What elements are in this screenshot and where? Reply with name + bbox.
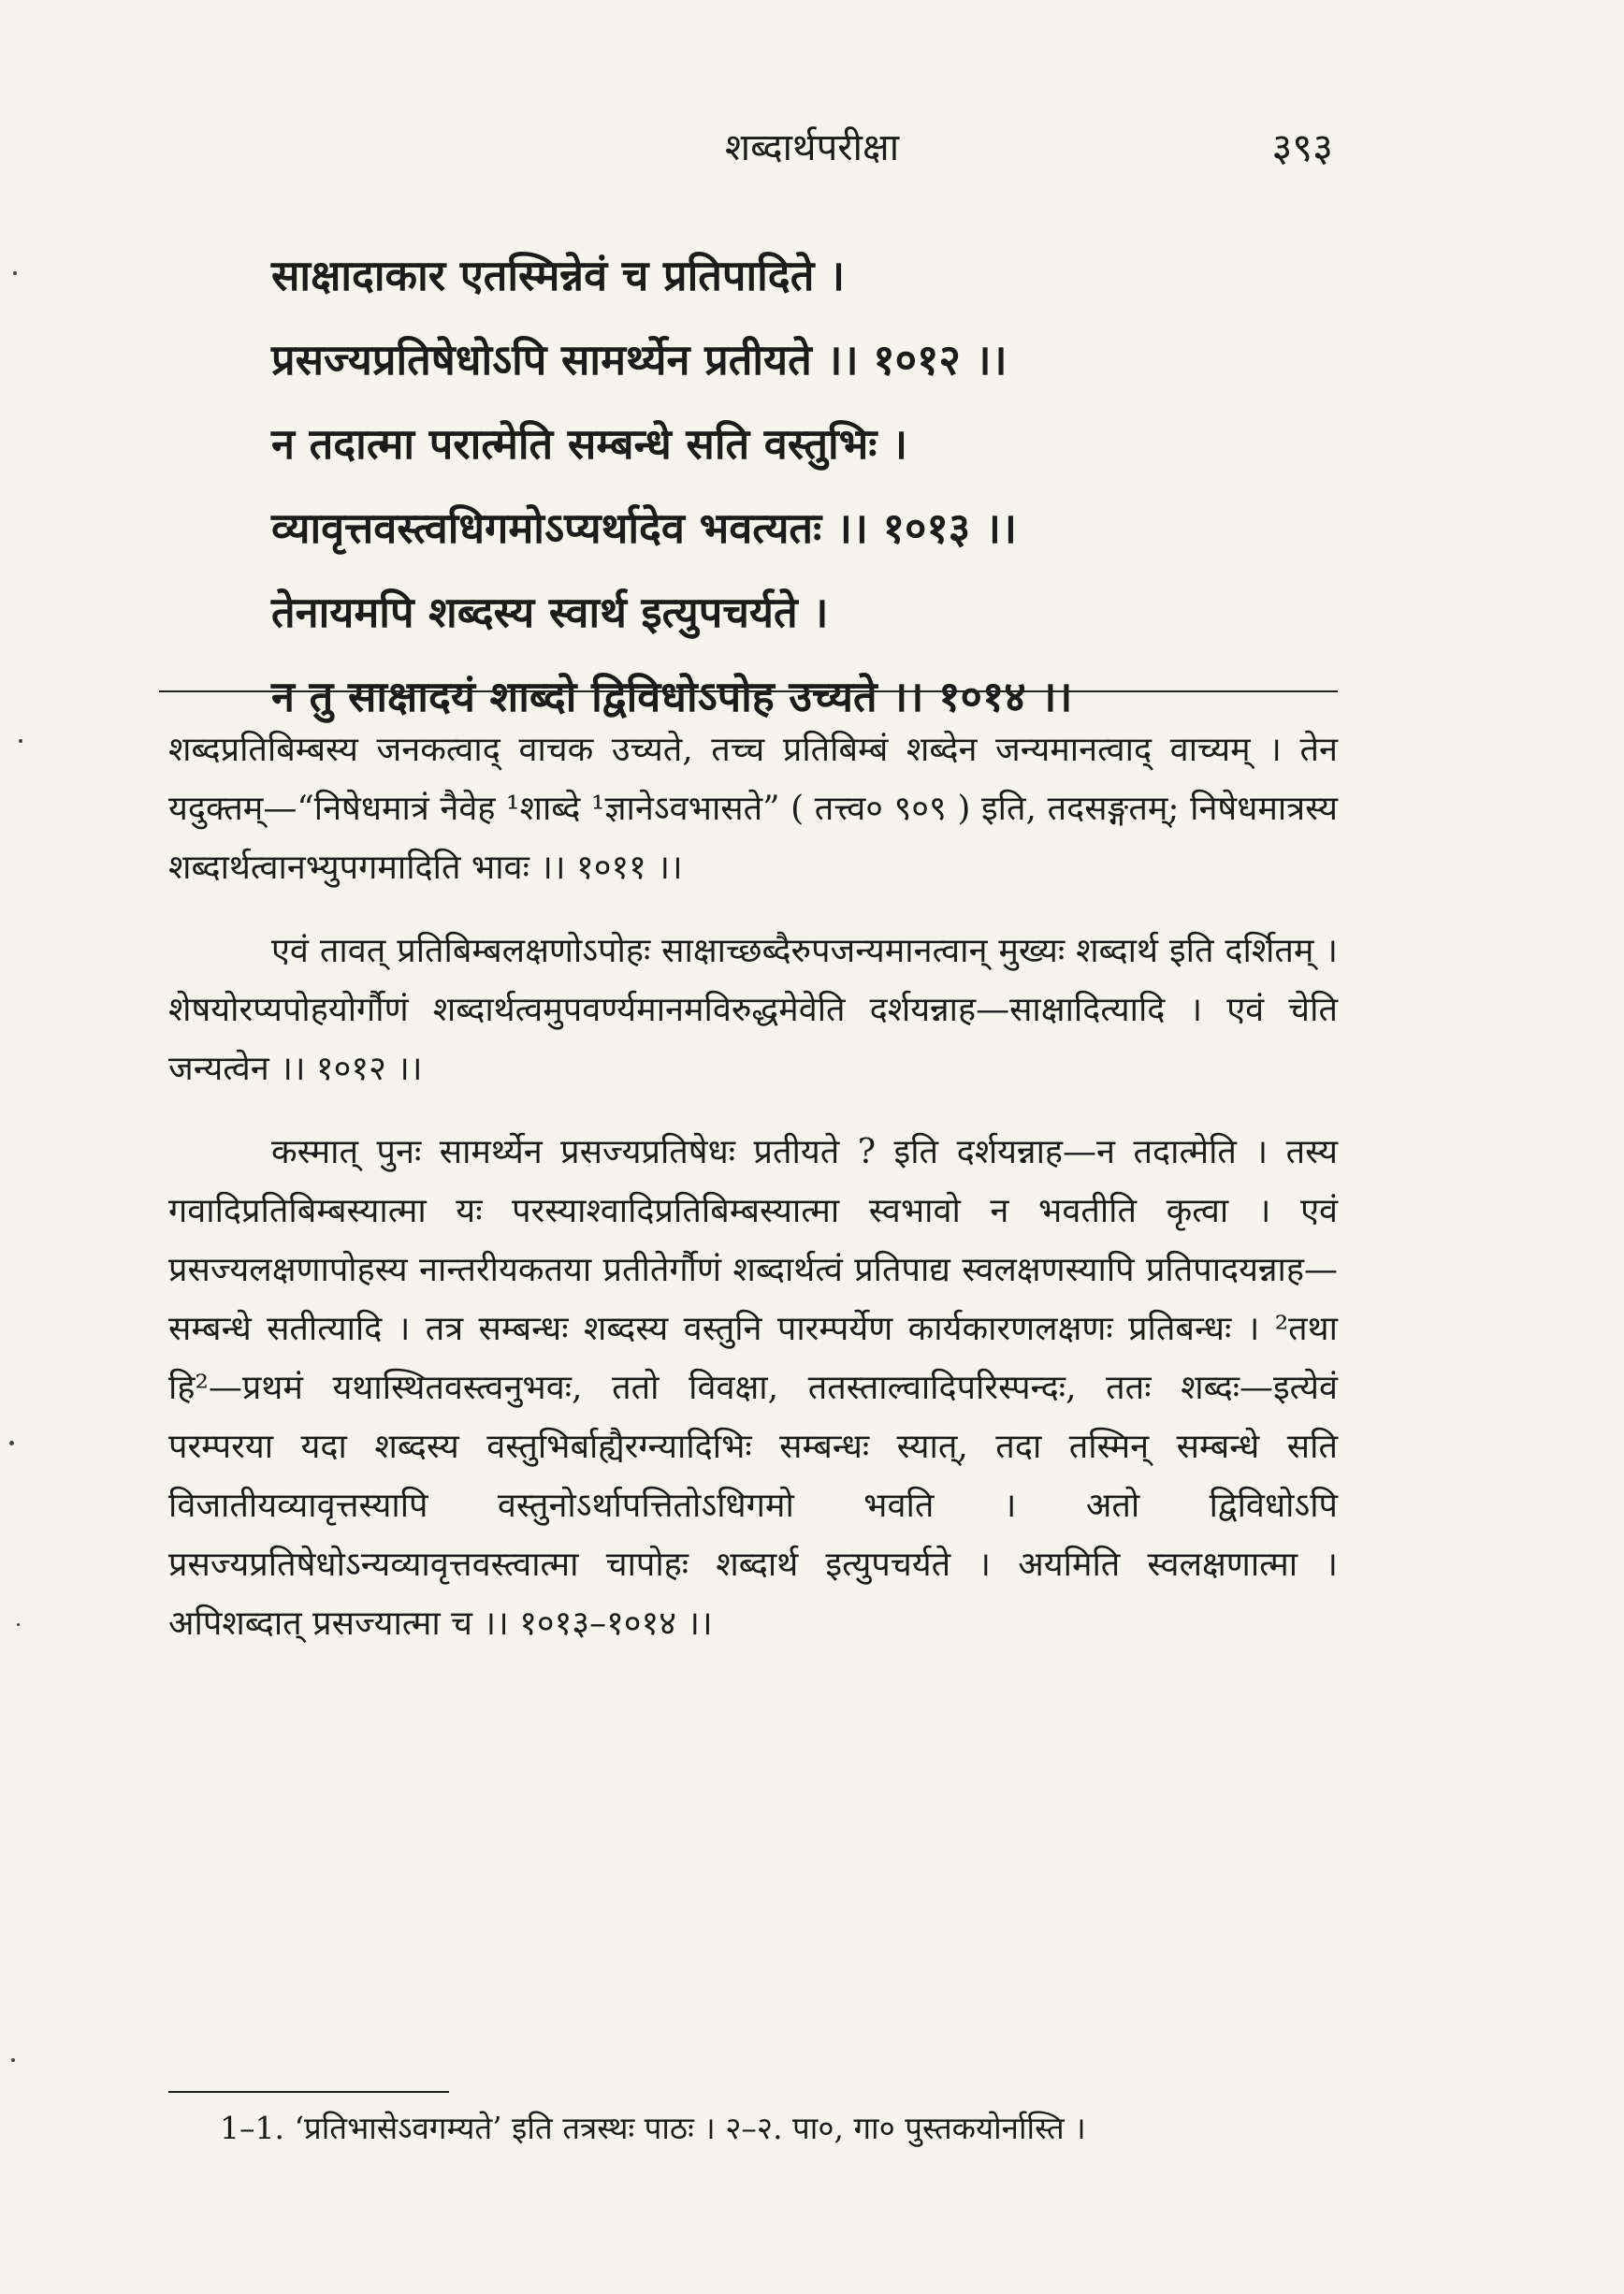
commentary-paragraph: कस्मात् पुनः सामर्थ्येन प्रसज्यप्रतिषेधः प्रतीयते ? इति दर्शयन्नाह—न तदात्मेति । तस्य गवादिप्रतिबिम्बस्यात्मा यः परस्याश्वादिप्रतिबिम्बस्यात्मा स्वभावो न भवतीति कृत्वा । एवं प्रसज्यलक्षणापोहस्य नान्तरीयकतया प्रतीतेर्गौणं शब्दार्थत्वं प्रतिपाद्य स्वलक्षणस्यापि प्रतिपादयन्नाह—सम्बन्धे सतीत्यादि । तत्र सम्बन्धः शब्दस्य वस्तुनि पारम्पर्येण कार्यकारणलक्षणः प्रतिबन्धः । ²तथा हि²—प्रथमं यथास्थितवस्त्वनुभवः, ततो विवक्षा, ततस्ताल्वादिपरिस्पन्दः, ततः शब्दः—इत्येवं परम्परया यदा शब्दस्य वस्तुभिर्बाह्यैरग्न्यादिभिः सम्बन्धः स्यात्, तदा तस्मिन् सम्बन्धे सति विजातीयव्यावृत्तस्यापि वस्तुनोऽर्थापत्तितोऽधिगमो भवति । अतो द्विविधोऽपि प्रसज्यप्रतिषेधोऽन्यव्यावृत्तवस्त्वात्मा चापोहः शब्दार्थ इत्युपचर्यते । अयमिति स्वलक्षणात्मा । अपिशब्दात् प्रसज्यात्मा च ।। १०१३–१०१४ ।। — [168, 1133, 1338, 1643]
verse-block — [271, 234, 1347, 739]
scan-speck — [17, 1623, 20, 1626]
commentary-paragraph: एवं तावत् प्रतिबिम्बलक्षणोऽपोहः साक्षाच्छब्दैरुपजन्यमानत्वान् मुख्यः शब्दार्थ इति दर्शितम् । शेषयोरप्यपोहयोर्गौणं शब्दार्थत्वमुपवर्ण्यमानमविरुद्धमेवेति दर्शयन्नाह—साक्षादित्यादि । एवं चेति जन्यत्वेन ।। १०१२ ।। — [168, 932, 1338, 1088]
commentary — [168, 720, 1338, 1677]
verse-line: प्रसज्यप्रतिषेधोऽपि सामर्थ्येन प्रतीयते ।। १०१२ ।। — [271, 335, 1008, 385]
commentary-paragraph: शब्दप्रतिबिम्बस्य जनकत्वाद् वाचक उच्यते, तच्च प्रतिबिम्बं शब्देन जन्यमानत्वाद् वाच्यम् । तेन यदुक्तम्—“निषेधमात्रं नैवेह ¹शाब्दे ¹ज्ञानेऽवभासते” ( तत्त्व० ९०९ ) इति, तदसङ्गतम्; निषेधमात्रस्य शब्दार्थत्वानभ्युपगमादिति भावः ।। १०११ ।। — [168, 731, 1338, 887]
verse-line: न तदात्मा परात्मेति सम्बन्धे सति वस्तुभिः । — [271, 419, 908, 469]
scan-speck — [13, 271, 17, 275]
footnote-divider — [168, 2091, 449, 2093]
running-head: शब्दार्थपरीक्षा — [724, 126, 900, 169]
footnote: 1–1. ‘प्रतिभासेऽवगम्यते’ इति तत्रस्थः पाठः । २–२. पा०, गा० पुस्तकयोर्नास्ति । — [220, 2110, 1086, 2146]
verse-divider — [159, 690, 1338, 692]
scan-speck — [11, 2058, 15, 2062]
scan-speck — [9, 1441, 14, 1445]
verse-line: तेनायमपि शब्दस्य स्वार्थ इत्युपचर्यते । — [271, 588, 829, 637]
verse-line: व्यावृत्तवस्त्वधिगमोऽप्यर्थादेव भवत्यतः ।। १०१३ ।। — [271, 503, 1017, 553]
page-number: ३९३ — [1271, 124, 1333, 170]
verse-line: साक्षादाकार एतस्मिन्नेवं च प्रतिपादिते । — [271, 251, 846, 300]
verse-line: न तु साक्षादयं शाब्दो द्विविधोऽपोह उच्यते ।। १०१४ ।। — [271, 672, 1073, 721]
scan-speck — [19, 739, 22, 743]
